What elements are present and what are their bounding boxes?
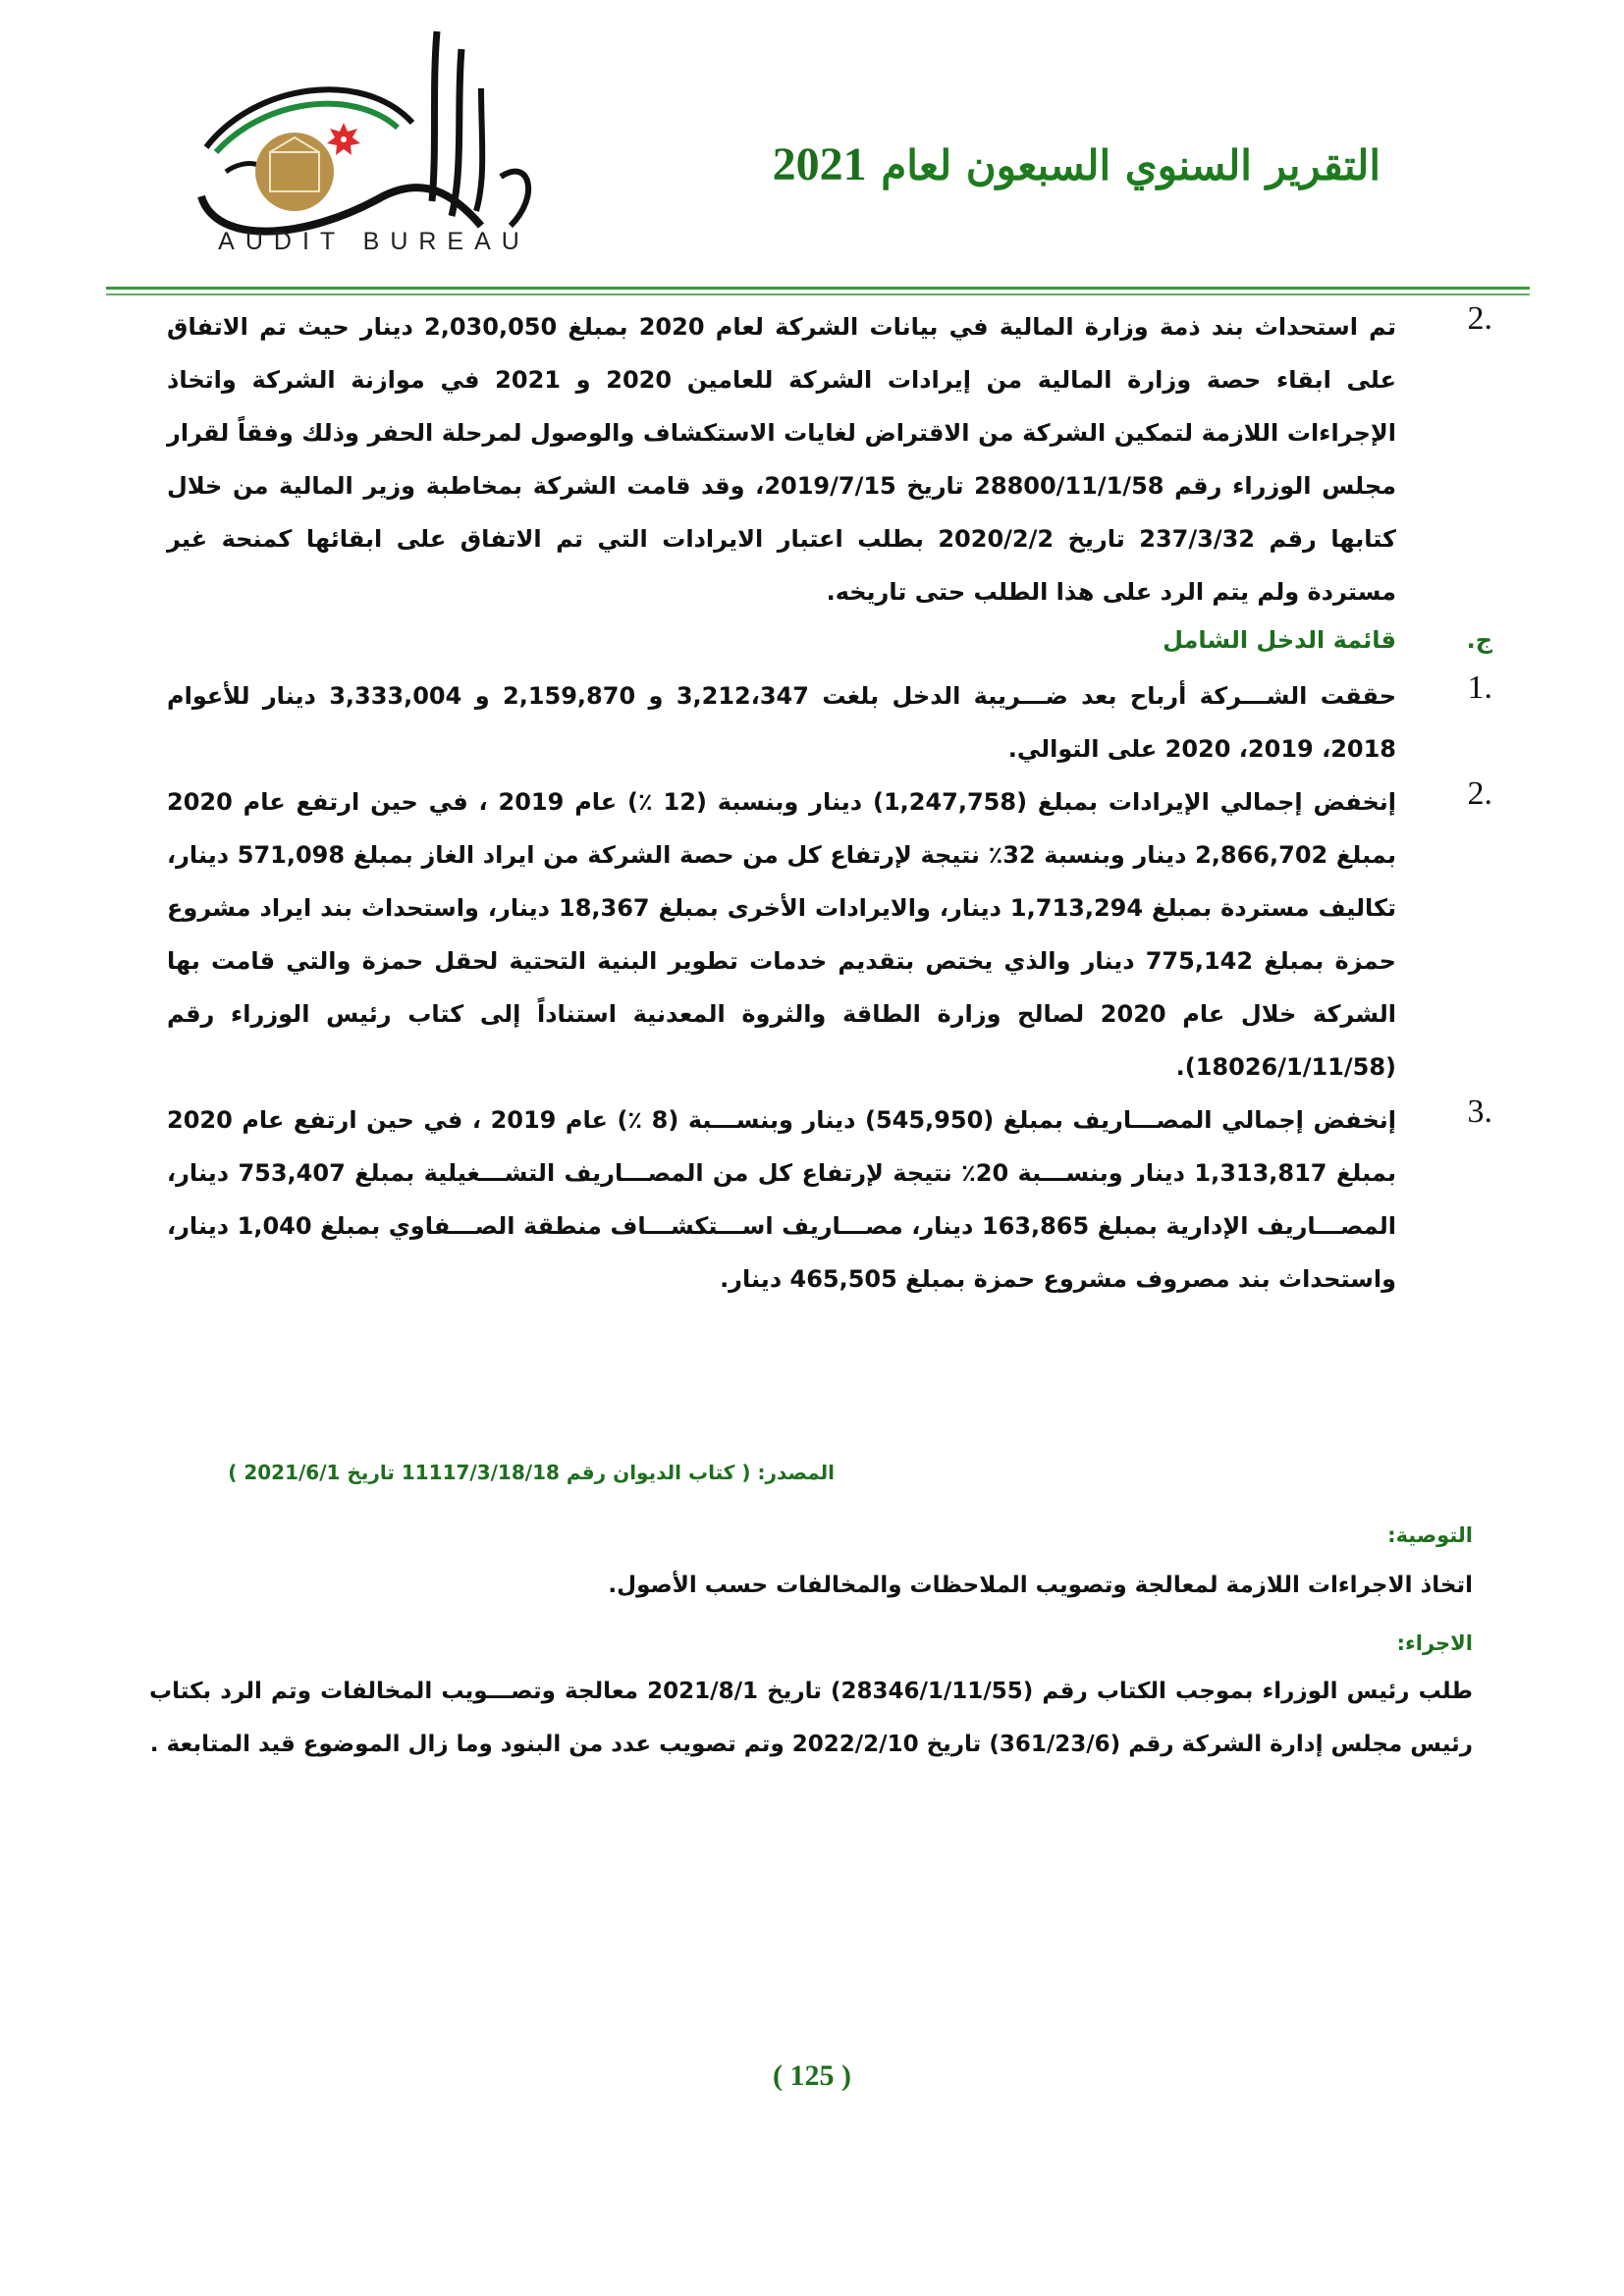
- report-year: 2021: [772, 138, 867, 190]
- item-number: 1.: [1467, 669, 1492, 706]
- item-number: 3.: [1467, 1094, 1492, 1130]
- item-text: تم استحداث بند ذمة وزارة المالية في بيانات الشركة لعام 2020 بمبلغ 2,030,050 دينار حيث تم الاتفاق على ابقاء حصة وزارة المالية من إيرادات الشركة للعامين 2020 و 2021 في موازنة الشركة واتخاذ الإجراءات اللازمة لتمكين الشركة من الاقتراض لغايات الاستكشاف والوصول لمرحلة الحفر وذلك وفقاً لقرار مجلس الوزراء رقم 28800/11/1/58 تاريخ 2019/7/15، وقد قامت الشركة بمخاطبة وزير المالية من خلال كتابها رقم 237/3/32 تاريخ 2020/2/2 بطلب اعتبار الايرادات التي تم الاتفاق على ابقائها كمنحة غير مستردة ولم يتم الرد على هذا الطلب حتى تاريخه.: [167, 313, 1397, 606]
- document-body: [167, 294, 1492, 1306]
- source-reference: المصدر: ( كتاب الديوان رقم 11117/3/18/18 تاريخ 2021/6/1 ): [228, 1461, 835, 1484]
- list-item: [167, 300, 1492, 618]
- report-title-text: التقرير السنوي السبعون لعام: [881, 141, 1380, 189]
- report-title: [773, 137, 1380, 191]
- list-item: [167, 1094, 1492, 1306]
- calligraphy-stroke: [452, 49, 461, 216]
- action-heading: الاجراء:: [1396, 1631, 1473, 1655]
- section-title: قائمة الدخل الشامل: [1163, 626, 1396, 654]
- recommendation-heading: التوصية:: [1387, 1523, 1473, 1547]
- petra-seal-icon: [255, 133, 334, 211]
- action-text: طلب رئيس الوزراء بموجب الكتاب رقم (28346/1/11/55) تاريخ 2021/8/1 معالجة وتصـــويب المخالفات وتم الرد بكتاب رئيس مجلس إدارة الشركة رقم (361/23/6) تاريخ 2022/2/10 وتم تصويب عدد من البنود وما زال الموضوع قيد المتابعة .: [149, 1679, 1473, 1757]
- item-number: 2.: [1467, 300, 1492, 337]
- list-item: [167, 669, 1492, 775]
- section-heading: [167, 626, 1492, 669]
- calligraphy-stroke: [432, 31, 437, 201]
- item-number: 2.: [1467, 775, 1492, 812]
- page-header: [0, 0, 1624, 294]
- calligraphy-stroke: [476, 88, 482, 211]
- item-text: إنخفض إجمالي الإيرادات بمبلغ (1,247,758) دينار وبنسبة (12 ٪) عام 2019 ، في حين ارتفع عام 2020 بمبلغ 2,866,702 دينار وبنسبة 32٪ نتيجة لإرتفاع كل من حصة الشركة من ايراد الغاز بمبلغ 571,098 دينار، تكاليف مستردة بمبلغ 1,713,294 دينار، والايرادات الأخرى بمبلغ 18,367 دينار، واستحداث بند ايراد مشروع حمزة بمبلغ 775,142 دينار والذي يختص بتقديم خدمات تطوير البنية التحتية لحقل حمزة والتي قامت بها الشركة خلال عام 2020 لصالح وزارة الطاقة والثروة المعدنية استناداً إلى كتاب رئيس الوزراء رقم (18026/1/11/58).: [167, 788, 1397, 1081]
- recommendation-text: اتخاذ الاجراءات اللازمة لمعالجة وتصويب الملاحظات والمخالفات حسب الأصول.: [608, 1573, 1473, 1598]
- item-text: إنخفض إجمالي المصـــاريف بمبلغ (545,950) دينار وبنســـبة (8 ٪) عام 2019 ، في حين ارتفع عام 2020 بمبلغ 1,313,817 دينار وبنســـبة 20٪ نتيجة لإرتفاع كل من المصـــاريف التشـــغيلية بمبلغ 753,407 دينار، المصـــاريف الإدارية بمبلغ 163,865 دينار، مصـــاريف اســـتكشـــاف منطقة الصـــفاوي بمبلغ 1,040 دينار، واستحداث بند مصروف مشروع حمزة بمبلغ 465,505 دينار.: [167, 1106, 1396, 1293]
- section-letter: ج.: [1466, 626, 1492, 654]
- calligraphy-stroke: [201, 187, 481, 232]
- calligraphy-stroke: [501, 172, 528, 226]
- list-item: [167, 775, 1492, 1094]
- logo-caption: AUDIT BUREAU: [218, 228, 530, 255]
- item-text: حققت الشـــركة أرباح بعد ضـــريبة الدخل بلغت 3,212،347 و 2,159,870 و 3,333,004 دينار للأعوام 2018، 2019، 2020 على التوالي.: [167, 682, 1396, 763]
- page-number: ( 125 ): [773, 2059, 851, 2092]
